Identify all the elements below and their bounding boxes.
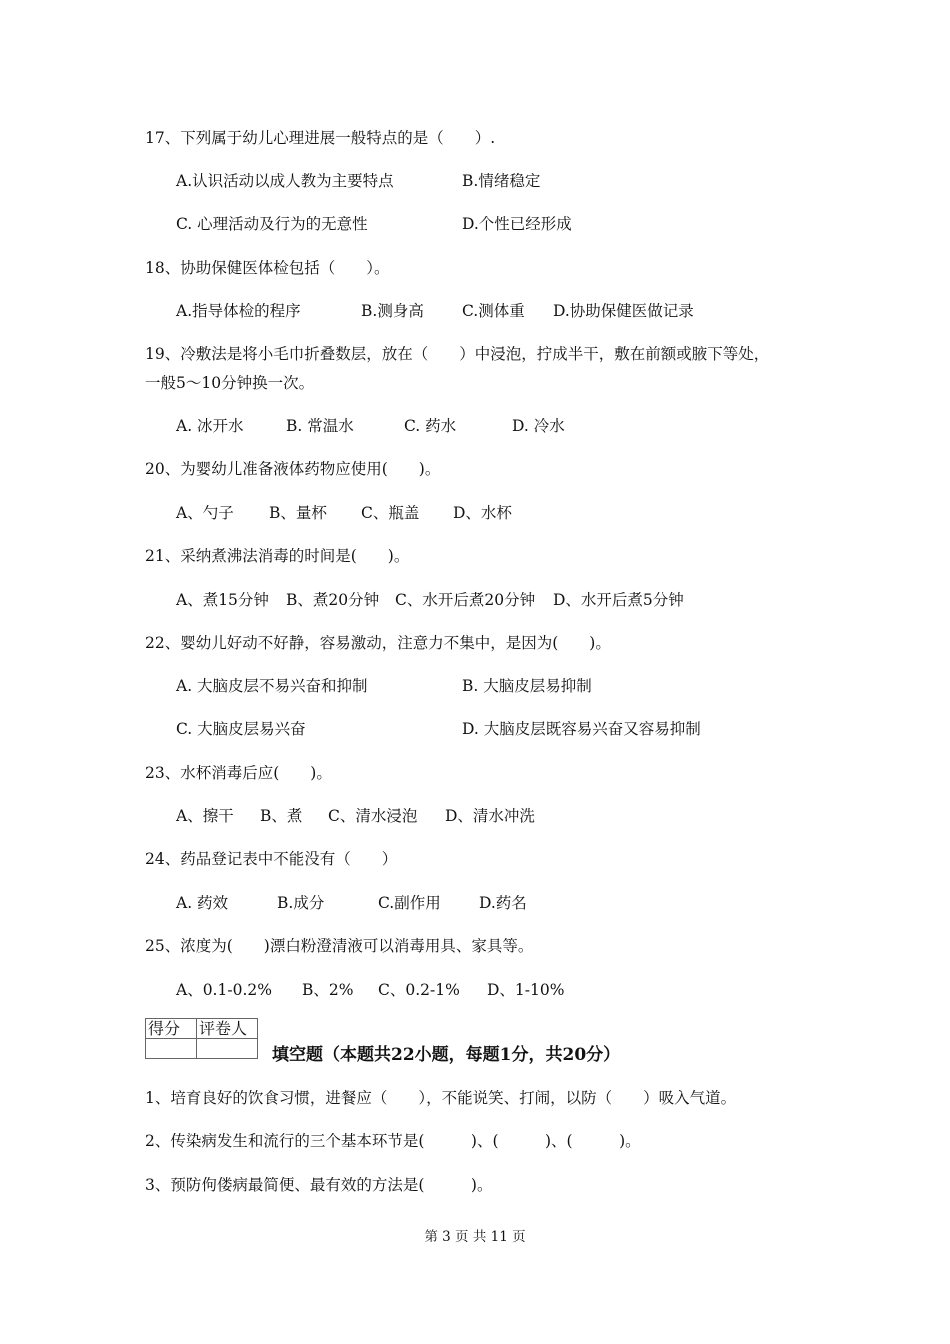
option: B、煮	[260, 807, 303, 825]
option: C. 心理活动及行为的无意性	[176, 215, 368, 233]
page-footer: 第 3 页 共 11 页	[424, 1229, 526, 1245]
fill-blank-question: 1、培育良好的饮食习惯，进餐应（ ），不能说笑、打闹，以防（ ）吸入气道。	[145, 1089, 737, 1107]
option: A、煮15分钟	[176, 591, 269, 609]
fill-blank-question: 2、传染病发生和流行的三个基本环节是( )、( )、( )。	[145, 1132, 641, 1150]
option: D.协助保健医做记录	[553, 302, 694, 320]
option: B. 常温水	[286, 417, 354, 435]
option: B、量杯	[269, 504, 327, 522]
score-box	[145, 1018, 258, 1059]
score-cell[interactable]	[146, 1039, 197, 1059]
option: D.药名	[479, 894, 527, 912]
option: A、勺子	[176, 504, 234, 522]
question-stem: 23、水杯消毒后应( )。	[145, 764, 332, 782]
option: B.情绪稳定	[462, 172, 541, 190]
option: C、0.2-1%	[378, 981, 460, 999]
option: D、清水冲洗	[445, 807, 535, 825]
option: A、0.1-0.2%	[176, 981, 272, 999]
option: C.测体重	[462, 302, 525, 320]
option: D、水杯	[453, 504, 512, 522]
option: D、水开后煮5分钟	[553, 591, 684, 609]
option: C.副作用	[378, 894, 441, 912]
option: C、水开后煮20分钟	[395, 591, 536, 609]
question-stem-continued: 一般5～10分钟换一次。	[145, 374, 315, 392]
option: A.认识活动以成人教为主要特点	[176, 172, 394, 190]
option: A. 大脑皮层不易兴奋和抑制	[176, 677, 368, 695]
question-stem: 25、浓度为( )漂白粉澄清液可以消毒用具、家具等。	[145, 937, 534, 955]
option: C. 大脑皮层易兴奋	[176, 720, 306, 738]
option: A. 药效	[176, 894, 229, 912]
option: D、1-10%	[487, 981, 565, 999]
option: A. 冰开水	[176, 417, 244, 435]
question-stem: 17、下列属于幼儿心理进展一般特点的是（ ）.	[145, 129, 496, 147]
question-stem: 20、为婴幼儿准备液体药物应使用( )。	[145, 460, 441, 478]
option: A、擦干	[176, 807, 234, 825]
option: C. 药水	[404, 417, 457, 435]
grader-label: 评卷人	[197, 1019, 258, 1039]
grader-cell[interactable]	[197, 1039, 258, 1059]
option: B、煮20分钟	[286, 591, 380, 609]
option: A.指导体检的程序	[176, 302, 301, 320]
option: C、清水浸泡	[328, 807, 418, 825]
option: D. 大脑皮层既容易兴奋又容易抑制	[462, 720, 701, 738]
question-stem: 19、冷敷法是将小毛巾折叠数层，放在（ ）中浸泡，拧成半干，敷在前额或腋下等处，	[145, 345, 770, 363]
section-title: 填空题（本题共22小题，每题1分，共20分）	[272, 1045, 621, 1065]
fill-blank-question: 3、预防佝偻病最简便、最有效的方法是( )。	[145, 1176, 493, 1194]
question-stem: 21、采纳煮沸法消毒的时间是( )。	[145, 547, 410, 565]
score-label: 得分	[146, 1019, 197, 1039]
question-stem: 24、药品登记表中不能没有（ ）	[145, 850, 398, 868]
option: B.测身高	[361, 302, 424, 320]
option: C、瓶盖	[361, 504, 420, 522]
option: D.个性已经形成	[462, 215, 572, 233]
option: B、2%	[302, 981, 354, 999]
question-stem: 18、协助保健医体检包括（ ）。	[145, 259, 390, 277]
option: B. 大脑皮层易抑制	[462, 677, 592, 695]
option: B.成分	[277, 894, 325, 912]
option: D. 冷水	[512, 417, 565, 435]
question-stem: 22、婴幼儿好动不好静，容易激动，注意力不集中，是因为( )。	[145, 634, 611, 652]
